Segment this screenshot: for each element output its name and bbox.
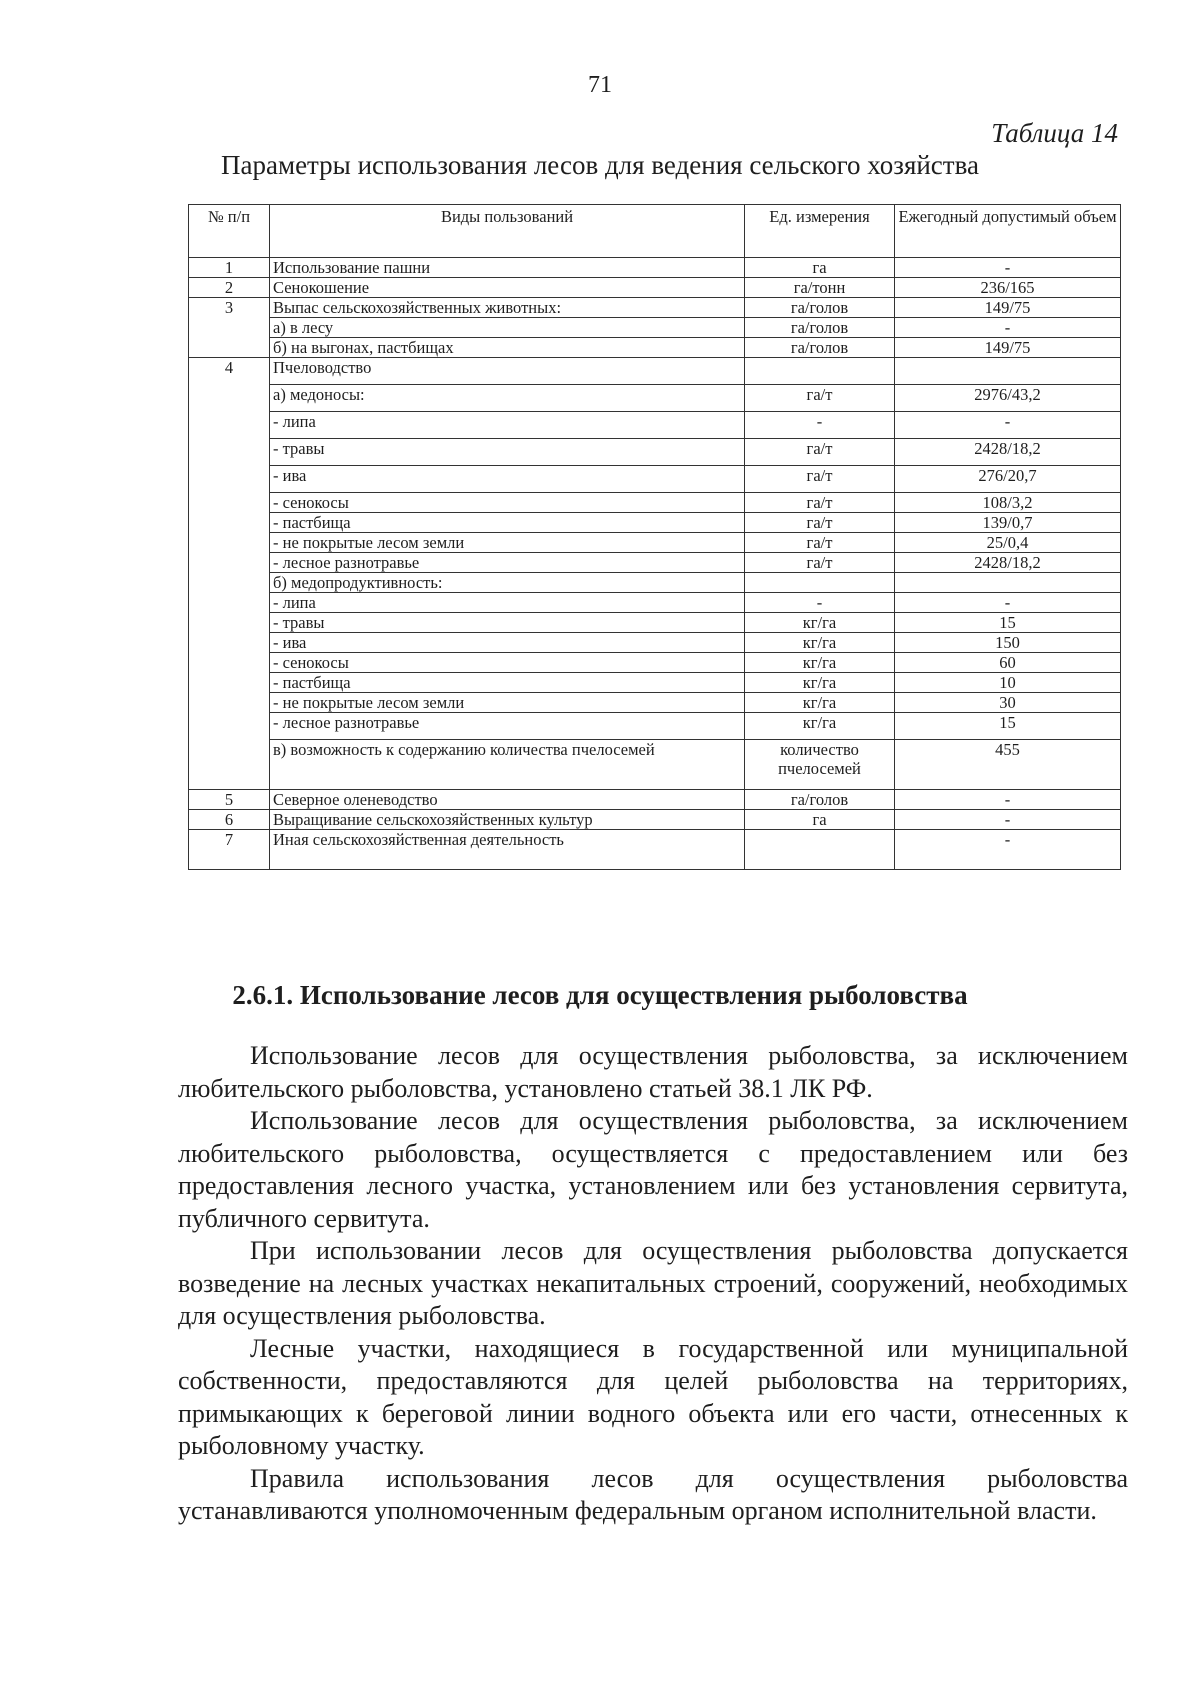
row-unit: га/т (745, 385, 895, 412)
row-volume: - (895, 593, 1121, 613)
table-row (189, 298, 1121, 318)
table-row (189, 513, 1121, 533)
table-row (189, 593, 1121, 613)
table-row (189, 278, 1121, 298)
header-num: № п/п (189, 205, 270, 258)
row-kind: - сенокосы (270, 653, 745, 673)
row-unit: кг/га (745, 713, 895, 740)
table-row (189, 673, 1121, 693)
table-row (189, 573, 1121, 593)
row-unit: кг/га (745, 673, 895, 693)
row-kind: Пчеловодство (270, 358, 745, 385)
row-kind: а) медоносы: (270, 385, 745, 412)
row-num (189, 553, 270, 573)
paragraph: Использование лесов для осуществления рыболовства, за исключением любительского рыболовства, установлено статьей 38.1 ЛК РФ. (178, 1041, 1128, 1103)
row-num (189, 673, 270, 693)
row-volume: 149/75 (895, 298, 1121, 318)
table-row (189, 810, 1121, 830)
table-row (189, 466, 1121, 493)
row-unit: га/голов (745, 790, 895, 810)
row-volume: - (895, 810, 1121, 830)
table-row (189, 385, 1121, 412)
row-unit: кг/га (745, 613, 895, 633)
row-num (189, 633, 270, 653)
row-num: 5 (189, 790, 270, 810)
row-volume: - (895, 318, 1121, 338)
row-volume: 2976/43,2 (895, 385, 1121, 412)
row-unit: количество пчелосемей (745, 740, 895, 790)
row-kind: Иная сельскохозяйственная деятельность (270, 830, 745, 870)
row-num (189, 513, 270, 533)
row-volume (895, 358, 1121, 385)
row-num (189, 439, 270, 466)
row-unit: кг/га (745, 653, 895, 673)
row-num (189, 653, 270, 673)
section-heading: 2.6.1. Использование лесов для осуществления рыболовства (232, 980, 968, 1010)
row-num (189, 573, 270, 593)
row-unit: га/т (745, 533, 895, 553)
row-volume: 139/0,7 (895, 513, 1121, 533)
row-unit: га (745, 258, 895, 278)
row-num (189, 338, 270, 358)
row-volume: 276/20,7 (895, 466, 1121, 493)
row-unit: га (745, 810, 895, 830)
forest-use-table (188, 204, 1121, 870)
row-num: 7 (189, 830, 270, 870)
row-unit: - (745, 412, 895, 439)
row-kind: - травы (270, 613, 745, 633)
table-row (189, 493, 1121, 513)
row-volume: 149/75 (895, 338, 1121, 358)
table-row (189, 439, 1121, 466)
paragraph: Правила использования лесов для осуществления рыболовства устанавливаются уполномоченным федеральным органом исполнительной власти. (178, 1463, 1128, 1525)
row-volume: - (895, 830, 1121, 870)
row-volume: - (895, 790, 1121, 810)
row-num (189, 318, 270, 338)
row-num (189, 466, 270, 493)
row-unit: га/т (745, 466, 895, 493)
row-kind: б) медопродуктивность: (270, 573, 745, 593)
paragraph: Использование лесов для осуществления рыболовства, за исключением любительского рыболовства, осуществляется с предоставлением или без предоставления лесного участка, установлением или без установления сервитута, публичного сервитута. (178, 1106, 1128, 1233)
row-unit: га/т (745, 553, 895, 573)
row-num: 1 (189, 258, 270, 278)
row-kind: - травы (270, 439, 745, 466)
row-volume: 25/0,4 (895, 533, 1121, 553)
paragraph: Лесные участки, находящиеся в государственной или муниципальной собственности, предоставляются для целей рыболовства на территориях, примыкающих к береговой линии водного объекта или его части, отнесенных к рыболовному участку. (178, 1333, 1128, 1460)
table-row (189, 358, 1121, 385)
row-unit: га/тонн (745, 278, 895, 298)
table-title: Параметры использования лесов для ведения сельского хозяйства (221, 150, 979, 180)
row-kind: б) на выгонах, пастбищах (270, 338, 745, 358)
header-kind: Виды пользований (270, 205, 745, 258)
row-num (189, 593, 270, 613)
row-kind: - сенокосы (270, 493, 745, 513)
row-kind: - пастбища (270, 673, 745, 693)
table-row (189, 693, 1121, 713)
table-row (189, 740, 1121, 790)
row-unit: га/голов (745, 298, 895, 318)
row-kind: Выпас сельскохозяйственных животных: (270, 298, 745, 318)
row-num (189, 493, 270, 513)
table-label: Таблица 14 (991, 118, 1118, 148)
row-unit: га/голов (745, 338, 895, 358)
row-num (189, 693, 270, 713)
row-num: 4 (189, 358, 270, 385)
section-body (178, 1040, 1128, 1528)
table-row (189, 790, 1121, 810)
row-kind: - липа (270, 593, 745, 613)
table-row (189, 318, 1121, 338)
table-row (189, 830, 1121, 870)
row-num: 3 (189, 298, 270, 318)
row-num (189, 740, 270, 790)
row-kind: в) возможность к содержанию количества пчелосемей (270, 740, 745, 790)
row-kind: - не покрытые лесом земли (270, 533, 745, 553)
table-row (189, 258, 1121, 278)
paragraph: При использовании лесов для осуществления рыболовства допускается возведение на лесных участках некапитальных строений, сооружений, необходимых для осуществления рыболовства. (178, 1236, 1128, 1330)
row-num (189, 385, 270, 412)
row-num: 6 (189, 810, 270, 830)
row-volume: 150 (895, 633, 1121, 653)
table-row (189, 633, 1121, 653)
page-number: 71 (588, 72, 612, 98)
row-volume (895, 573, 1121, 593)
row-unit: га/т (745, 439, 895, 466)
row-unit (745, 830, 895, 870)
table-row (189, 338, 1121, 358)
table-row (189, 533, 1121, 553)
row-kind: - липа (270, 412, 745, 439)
row-kind: - лесное разнотравье (270, 553, 745, 573)
row-unit: - (745, 593, 895, 613)
row-volume: 60 (895, 653, 1121, 673)
row-kind: а) в лесу (270, 318, 745, 338)
row-volume: 108/3,2 (895, 493, 1121, 513)
row-volume: 15 (895, 713, 1121, 740)
row-num (189, 412, 270, 439)
row-kind: Северное оленеводство (270, 790, 745, 810)
row-num (189, 613, 270, 633)
row-unit (745, 358, 895, 385)
table-row (189, 713, 1121, 740)
row-num (189, 533, 270, 553)
row-volume: 30 (895, 693, 1121, 713)
row-num (189, 713, 270, 740)
table-header-row (189, 205, 1121, 258)
row-volume: - (895, 258, 1121, 278)
row-unit (745, 573, 895, 593)
row-kind: - ива (270, 466, 745, 493)
row-unit: га/т (745, 493, 895, 513)
row-kind: - пастбища (270, 513, 745, 533)
row-unit: кг/га (745, 633, 895, 653)
row-unit: га/голов (745, 318, 895, 338)
table-row (189, 613, 1121, 633)
row-kind: Сенокошение (270, 278, 745, 298)
row-volume: 2428/18,2 (895, 553, 1121, 573)
table-row (189, 412, 1121, 439)
row-kind: - не покрытые лесом земли (270, 693, 745, 713)
row-volume: 455 (895, 740, 1121, 790)
row-kind: - лесное разнотравье (270, 713, 745, 740)
row-volume: 10 (895, 673, 1121, 693)
table-row (189, 653, 1121, 673)
row-volume: 236/165 (895, 278, 1121, 298)
header-unit: Ед. измерения (745, 205, 895, 258)
row-unit: кг/га (745, 693, 895, 713)
header-volume: Ежегодный допустимый объем (895, 205, 1121, 258)
row-kind: Использование пашни (270, 258, 745, 278)
row-kind: - ива (270, 633, 745, 653)
row-unit: га/т (745, 513, 895, 533)
row-volume: - (895, 412, 1121, 439)
row-volume: 15 (895, 613, 1121, 633)
table-row (189, 553, 1121, 573)
row-volume: 2428/18,2 (895, 439, 1121, 466)
row-kind: Выращивание сельскохозяйственных культур (270, 810, 745, 830)
row-num: 2 (189, 278, 270, 298)
